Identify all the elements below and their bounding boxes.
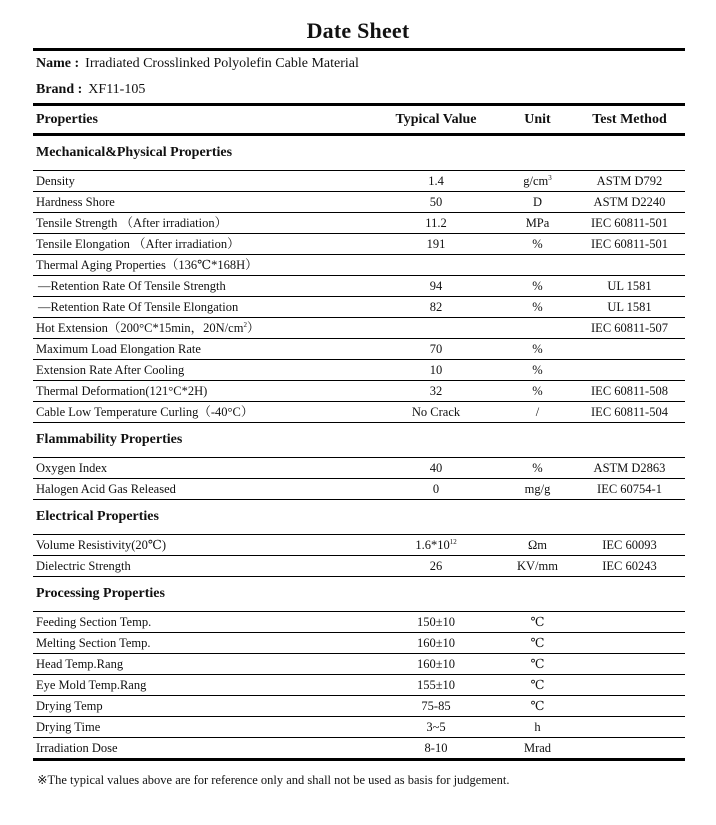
property-cell <box>33 318 371 338</box>
property-cell-text: Maximum Load Elongation Rate <box>36 342 201 356</box>
unit-cell <box>501 654 574 674</box>
unit-cell-text: ℃ <box>530 615 545 629</box>
table-row <box>33 654 685 675</box>
value-cell-text: 32 <box>429 384 443 398</box>
table-row <box>33 213 685 234</box>
value-cell <box>371 339 501 359</box>
method-cell <box>574 297 685 317</box>
value-cell <box>371 654 501 674</box>
value-cell-text: 8-10 <box>424 741 448 755</box>
property-cell <box>33 402 371 422</box>
property-cell <box>33 633 371 653</box>
table-row <box>33 318 685 339</box>
unit-cell <box>501 213 574 233</box>
unit-cell <box>501 738 574 758</box>
method-cell <box>574 381 685 401</box>
method-cell-text: IEC 60811-501 <box>591 237 668 251</box>
value-cell-superscript: 12 <box>449 537 457 546</box>
property-cell <box>33 717 371 737</box>
unit-cell-text: g/cm <box>523 174 549 188</box>
property-cell-text: Head Temp.Rang <box>36 657 124 671</box>
method-cell <box>574 171 685 191</box>
section-title: Flammability Properties <box>36 432 183 447</box>
value-cell <box>371 402 501 422</box>
property-cell <box>33 654 371 674</box>
property-cell-text: Oxygen Index <box>36 461 108 475</box>
unit-cell-text: % <box>532 342 543 356</box>
method-cell <box>574 675 685 695</box>
unit-cell <box>501 360 574 380</box>
method-cell <box>574 633 685 653</box>
unit-cell <box>501 535 574 555</box>
unit-cell <box>501 402 574 422</box>
value-cell <box>371 234 501 254</box>
method-cell <box>574 696 685 716</box>
method-cell <box>574 479 685 499</box>
property-cell-text: Eye Mold Temp.Rang <box>36 678 147 692</box>
value-cell-text: 50 <box>429 195 443 209</box>
unit-cell <box>501 297 574 317</box>
footnote: ※The typical values above are for reference only and shall not be used as basis for judgement. <box>37 773 510 787</box>
method-cell <box>574 234 685 254</box>
unit-cell-text: ℃ <box>530 657 545 671</box>
value-cell <box>371 192 501 212</box>
value-cell-text: 40 <box>429 461 443 475</box>
table-row <box>33 633 685 654</box>
property-cell <box>33 535 371 555</box>
value-cell-text: 1.4 <box>428 174 444 188</box>
unit-cell <box>501 479 574 499</box>
property-cell <box>33 276 371 296</box>
property-cell-text: —Retention Rate Of Tensile Strength <box>38 279 226 293</box>
property-cell-text: Cable Low Temperature Curling（-40°C） <box>36 405 254 419</box>
unit-cell-text: Ωm <box>527 538 547 552</box>
table-row <box>33 556 685 577</box>
property-cell <box>33 675 371 695</box>
unit-cell-text: / <box>535 405 540 419</box>
unit-cell-text: KV/mm <box>517 559 558 573</box>
unit-cell <box>501 717 574 737</box>
property-cell-text: Density <box>36 174 75 188</box>
table-row <box>33 339 685 360</box>
method-cell <box>574 318 685 338</box>
method-cell-text: IEC 60811-508 <box>591 384 668 398</box>
property-cell-text: Melting Section Temp. <box>36 636 151 650</box>
value-cell-text: No Crack <box>411 405 461 419</box>
unit-cell <box>501 276 574 296</box>
unit-cell-text: mg/g <box>524 482 551 496</box>
unit-cell <box>501 171 574 191</box>
unit-cell-text: h <box>534 720 541 734</box>
method-cell-text: ASTM D792 <box>596 174 663 188</box>
method-cell <box>574 402 685 422</box>
property-cell-text: Feeding Section Temp. <box>36 615 152 629</box>
brand-value: XF11-105 <box>88 82 146 97</box>
column-header-property: Properties <box>36 112 98 127</box>
property-cell <box>33 696 371 716</box>
property-cell <box>33 171 371 191</box>
method-cell <box>574 360 685 380</box>
value-cell-text: 0 <box>432 482 440 496</box>
table-row <box>33 457 685 479</box>
method-cell <box>574 255 685 275</box>
property-cell-text: Halogen Acid Gas Released <box>36 482 176 496</box>
table-row <box>33 675 685 696</box>
name-label: Name : <box>36 56 80 71</box>
value-cell <box>371 675 501 695</box>
value-cell <box>371 696 501 716</box>
property-cell <box>33 612 371 632</box>
property-cell <box>33 192 371 212</box>
table-row <box>33 170 685 192</box>
unit-cell <box>501 696 574 716</box>
property-sections <box>33 136 685 758</box>
table-row <box>33 360 685 381</box>
section-title: Mechanical&Physical Properties <box>36 145 233 160</box>
unit-cell-text: % <box>532 300 543 314</box>
value-cell-text: 160±10 <box>416 657 456 671</box>
property-cell <box>33 479 371 499</box>
section-title: Processing Properties <box>36 586 165 601</box>
table-row <box>33 696 685 717</box>
value-cell <box>371 556 501 576</box>
method-cell <box>574 535 685 555</box>
value-cell <box>371 612 501 632</box>
table-row <box>33 717 685 738</box>
table-row <box>33 611 685 633</box>
unit-cell-text: % <box>532 237 543 251</box>
method-cell-text: IEC 60811-501 <box>591 216 668 230</box>
unit-cell <box>501 339 574 359</box>
value-cell-text: 75-85 <box>421 699 451 713</box>
unit-cell <box>501 381 574 401</box>
method-cell <box>574 458 685 478</box>
column-header-typical-value: Typical Value <box>395 112 477 127</box>
method-cell-text: UL 1581 <box>607 279 652 293</box>
name-row <box>33 51 685 77</box>
property-cell-text: Irradiation Dose <box>36 741 118 755</box>
property-cell-text: Drying Temp <box>36 699 103 713</box>
unit-cell-text: % <box>532 363 543 377</box>
property-cell <box>33 339 371 359</box>
method-cell <box>574 339 685 359</box>
unit-cell-text: ℃ <box>530 636 545 650</box>
method-cell-text: IEC 60811-507 <box>591 321 668 335</box>
value-cell <box>371 171 501 191</box>
method-cell-text: ASTM D2240 <box>593 195 666 209</box>
value-cell <box>371 276 501 296</box>
method-cell-text: IEC 60754-1 <box>597 482 662 496</box>
unit-cell-text: % <box>532 279 543 293</box>
unit-cell <box>501 255 574 275</box>
property-cell-text: Extension Rate After Cooling <box>36 363 185 377</box>
table-header <box>33 106 685 133</box>
unit-cell <box>501 318 574 338</box>
name-value: Irradiated Crosslinked Polyolefin Cable Material <box>85 56 359 71</box>
value-cell-text: 160±10 <box>416 636 456 650</box>
property-cell <box>33 213 371 233</box>
column-header-test-method: Test Method <box>592 112 667 127</box>
property-cell <box>33 297 371 317</box>
unit-cell-superscript: 3 <box>548 173 552 182</box>
section-title: Electrical Properties <box>36 509 159 524</box>
unit-cell <box>501 675 574 695</box>
value-cell-text: 11.2 <box>425 216 447 230</box>
value-cell-text: 26 <box>429 559 443 573</box>
method-cell-text: IEC 60811-504 <box>591 405 668 419</box>
property-cell-text: Dielectric Strength <box>36 559 131 573</box>
table-row <box>33 381 685 402</box>
value-cell <box>371 458 501 478</box>
value-cell <box>371 633 501 653</box>
value-cell-text: 191 <box>426 237 446 251</box>
value-cell <box>371 318 501 338</box>
property-cell <box>33 234 371 254</box>
value-cell-text: 1.6*10 <box>415 538 450 552</box>
table-row <box>33 192 685 213</box>
property-cell-text: —Retention Rate Of Tensile Elongation <box>38 300 239 314</box>
method-cell-text: UL 1581 <box>607 300 652 314</box>
method-cell <box>574 717 685 737</box>
unit-cell-text: ℃ <box>530 699 545 713</box>
property-cell <box>33 458 371 478</box>
table-row <box>33 534 685 556</box>
value-cell <box>371 738 501 758</box>
property-cell <box>33 360 371 380</box>
unit-cell <box>501 556 574 576</box>
value-cell-text: 70 <box>429 342 443 356</box>
property-cell-text: Volume Resistivity(20℃) <box>36 538 167 552</box>
unit-cell-text: Mrad <box>523 741 552 755</box>
divider <box>33 758 685 761</box>
value-cell <box>371 213 501 233</box>
unit-cell-text: ℃ <box>530 678 545 692</box>
brand-label: Brand : <box>36 82 83 97</box>
table-row <box>33 234 685 255</box>
property-cell-text: Hardness Shore <box>36 195 115 209</box>
method-cell-text: ASTM D2863 <box>593 461 666 475</box>
table-row <box>33 255 685 276</box>
property-cell-text: Thermal Deformation(121°C*2H) <box>36 384 208 398</box>
unit-cell <box>501 633 574 653</box>
method-cell <box>574 654 685 674</box>
value-cell <box>371 535 501 555</box>
unit-cell <box>501 458 574 478</box>
unit-cell-text: D <box>532 195 543 209</box>
value-cell <box>371 255 501 275</box>
unit-cell <box>501 612 574 632</box>
table-row <box>33 297 685 318</box>
data-sheet <box>33 48 685 761</box>
brand-row <box>33 77 685 103</box>
property-cell-text: Drying Time <box>36 720 101 734</box>
page-title: Date Sheet <box>306 18 410 43</box>
unit-cell-text: % <box>532 384 543 398</box>
unit-cell <box>501 234 574 254</box>
value-cell-text: 82 <box>429 300 443 314</box>
unit-cell <box>501 192 574 212</box>
value-cell <box>371 297 501 317</box>
table-row <box>33 402 685 423</box>
method-cell-text: IEC 60243 <box>602 559 657 573</box>
property-cell-superscript: 2 <box>243 320 247 329</box>
property-cell-text: Thermal Aging Properties（136℃*168H） <box>36 258 258 272</box>
method-cell <box>574 556 685 576</box>
table-row <box>33 738 685 758</box>
unit-cell-text: MPa <box>525 216 550 230</box>
method-cell-text: IEC 60093 <box>602 538 657 552</box>
property-cell <box>33 381 371 401</box>
value-cell-text: 3~5 <box>426 720 446 734</box>
method-cell <box>574 192 685 212</box>
method-cell <box>574 213 685 233</box>
value-cell <box>371 717 501 737</box>
property-cell <box>33 738 371 758</box>
property-cell-text: Tensile Strength （After irradiation） <box>36 216 228 230</box>
value-cell <box>371 381 501 401</box>
table-row <box>33 479 685 500</box>
method-cell <box>574 738 685 758</box>
value-cell <box>371 360 501 380</box>
unit-cell-text: % <box>532 461 543 475</box>
table-row <box>33 276 685 297</box>
property-cell-text: Tensile Elongation （After irradiation） <box>36 237 240 251</box>
property-cell <box>33 556 371 576</box>
value-cell <box>371 479 501 499</box>
column-header-unit: Unit <box>524 112 551 127</box>
property-cell-text: Hot Extension（200°C*15min，20N/cm <box>36 321 244 335</box>
property-cell-tail: ） <box>246 321 260 335</box>
value-cell-text: 94 <box>429 279 443 293</box>
value-cell-text: 10 <box>429 363 443 377</box>
method-cell <box>574 612 685 632</box>
property-cell <box>33 255 371 275</box>
value-cell-text: 150±10 <box>416 615 456 629</box>
value-cell-text: 155±10 <box>416 678 456 692</box>
method-cell <box>574 276 685 296</box>
